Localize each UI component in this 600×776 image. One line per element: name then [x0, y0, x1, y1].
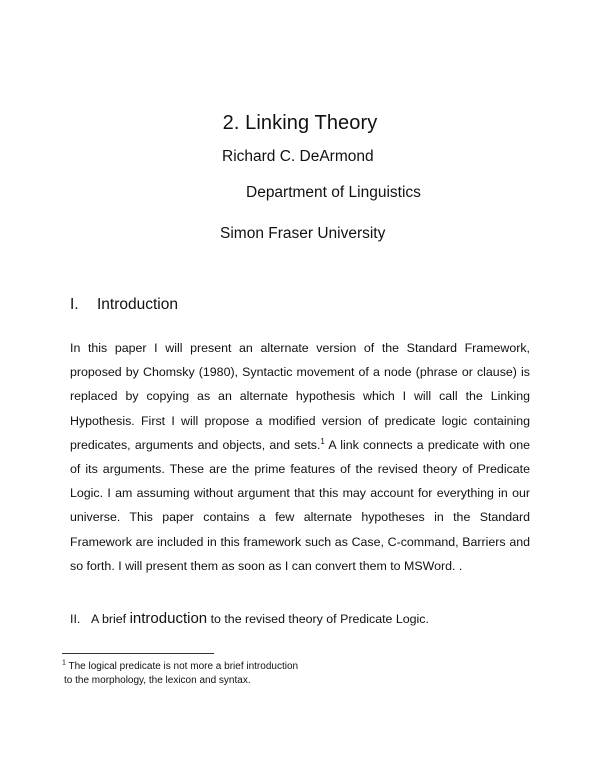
author-department: Department of Linguistics [246, 184, 421, 201]
section-title-pre: A brief [91, 612, 130, 626]
section-number: II. [70, 612, 81, 626]
footnote-mark: 1 [62, 659, 66, 667]
footnote-reference: 1 [320, 436, 325, 446]
section-heading-introduction [70, 296, 178, 314]
section-number: I. [70, 296, 79, 313]
body-paragraph [70, 336, 530, 578]
footnote-line-1: The logical predicate is not more a brief introduction [65, 661, 299, 672]
section-title: Introduction [97, 296, 178, 313]
section-title-emphasis: introduction [129, 610, 208, 627]
footnote [62, 660, 422, 688]
author-name: Richard C. DeArmond [222, 148, 374, 165]
paragraph-text-part1: In this paper I will present an alternate version of the Standard Framework, proposed by Chomsky (1980), Syntactic movement of a node (phrase or clause) is replaced by copying as an alternate hypothesis which I will call the Linking Hypothesis. First I will propose a modified version of predicate logic containing predicates, arguments and objects, and sets. [70, 341, 530, 452]
footnote-divider [62, 653, 214, 654]
section-heading-predicate-logic [70, 610, 429, 627]
author-university: Simon Fraser University [220, 225, 386, 242]
footnote-line-2: to the morphology, the lexicon and syntax. [64, 675, 251, 686]
section-title-post: to the revised theory of Predicate Logic. [207, 612, 429, 626]
paper-title: 2. Linking Theory [222, 112, 378, 134]
paragraph-text-part2: A link connects a predicate with one of its arguments. These are the prime features of the revised theory of Predicate Logic. I am assuming without argument that this may account for everything in our universe. This paper contains a few alternate hypotheses in the Standard Framework are included in this framework such as Case, C-command, Barriers and so forth. I will present them as soon as I can convert them to MSWord. . [70, 437, 530, 573]
